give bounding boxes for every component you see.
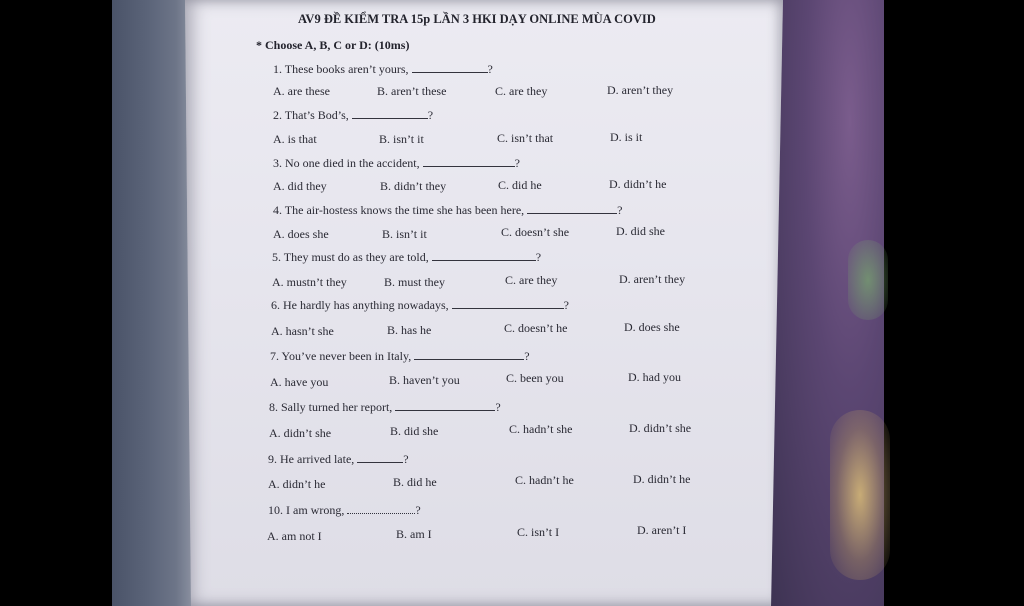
answer-blank xyxy=(452,298,564,309)
question-1 xyxy=(273,62,493,77)
option-d: D. didn’t she xyxy=(629,421,692,435)
light-spot xyxy=(848,240,888,320)
option-b: B. aren’t these xyxy=(377,84,447,98)
option-a: A. is that xyxy=(273,132,317,146)
question-mark: ? xyxy=(495,400,501,414)
question-9 xyxy=(268,452,409,467)
question-mark: ? xyxy=(403,452,409,466)
option-b: B. haven’t you xyxy=(389,373,460,387)
question-4 xyxy=(273,203,622,218)
option-d: D. did she xyxy=(616,224,665,238)
question-stem: 5. They must do as they are told, xyxy=(272,250,429,264)
answer-blank xyxy=(395,400,495,411)
background-cloth-right xyxy=(770,0,884,606)
question-mark: ? xyxy=(563,298,569,312)
answer-blank xyxy=(432,250,536,261)
question-6 xyxy=(271,298,569,313)
question-mark: ? xyxy=(427,108,434,122)
question-5 xyxy=(272,250,541,265)
answer-blank xyxy=(423,156,515,167)
option-a: A. does she xyxy=(273,227,329,241)
answer-blank xyxy=(414,349,524,360)
option-d: D. had you xyxy=(628,370,681,384)
answer-blank xyxy=(412,62,488,73)
option-a: A. have you xyxy=(270,375,329,389)
option-b: B. isn’t it xyxy=(379,132,424,146)
option-c: C. did he xyxy=(498,178,542,192)
option-d: D. does she xyxy=(624,320,680,334)
option-b: B. did she xyxy=(390,424,439,438)
option-c: C. been you xyxy=(506,371,564,385)
option-a: A. did they xyxy=(273,179,327,193)
option-b: B. didn’t they xyxy=(380,179,447,193)
question-mark: ? xyxy=(535,250,542,264)
option-a: A. didn’t she xyxy=(269,426,332,440)
option-d: D. aren’t they xyxy=(607,83,674,97)
option-c: C. hadn’t he xyxy=(515,473,574,487)
option-d: D. didn’t he xyxy=(609,177,667,191)
option-c: C. hadn’t she xyxy=(509,422,573,436)
question-2 xyxy=(273,108,433,123)
question-stem: 2. That’s Bod’s, xyxy=(273,108,349,122)
option-c: C. isn’t that xyxy=(497,131,554,145)
question-mark: ? xyxy=(487,62,493,76)
question-mark: ? xyxy=(514,156,520,170)
option-a: A. hasn’t she xyxy=(271,324,334,338)
option-a: A. am not I xyxy=(267,529,322,543)
option-c: C. doesn’t he xyxy=(504,321,568,335)
instruction-text: * Choose A, B, C or D: (10ms) xyxy=(256,38,410,52)
question-mark: ? xyxy=(524,349,530,363)
option-c: C. doesn’t she xyxy=(501,225,570,239)
option-b: B. must they xyxy=(384,275,446,289)
question-stem: 9. He arrived late, xyxy=(268,452,355,466)
light-glare xyxy=(830,410,890,580)
answer-blank xyxy=(527,203,617,214)
option-d: D. aren’t they xyxy=(619,272,686,286)
option-b: B. did he xyxy=(393,475,437,489)
question-stem: 8. Sally turned her report, xyxy=(269,400,393,414)
question-stem: 6. He hardly has anything nowadays, xyxy=(271,298,449,312)
option-d: D. aren’t I xyxy=(637,523,687,537)
question-mark: ? xyxy=(617,203,623,217)
question-stem: 7. You’ve never been in Italy, xyxy=(270,349,412,363)
option-c: C. isn’t I xyxy=(517,525,560,539)
option-a: A. mustn’t they xyxy=(272,275,347,289)
answer-blank xyxy=(357,452,403,463)
option-a: A. didn’t he xyxy=(268,477,326,491)
option-b: B. am I xyxy=(396,527,432,541)
option-a: A. are these xyxy=(273,84,330,98)
option-b: B. has he xyxy=(387,323,432,337)
answer-blank xyxy=(347,503,415,514)
option-d: D. didn’t he xyxy=(633,472,691,486)
option-c: C. are they xyxy=(495,84,548,98)
question-10 xyxy=(268,503,421,518)
question-mark: ? xyxy=(415,503,421,517)
question-stem: 1. These books aren’t yours, xyxy=(273,62,409,76)
option-b: B. isn’t it xyxy=(382,227,427,241)
question-7 xyxy=(270,349,530,364)
question-stem: 4. The air-hostess knows the time she has been here, xyxy=(273,203,525,217)
question-stem: 10. I am wrong, xyxy=(268,503,345,517)
question-8 xyxy=(269,400,501,415)
question-3 xyxy=(273,156,520,171)
option-d: D. is it xyxy=(610,130,643,144)
option-c: C. are they xyxy=(505,273,558,287)
question-stem: 3. No one died in the accident, xyxy=(273,156,420,170)
background-cloth-left xyxy=(112,0,192,606)
worksheet-title: AV9 ĐỀ KIỂM TRA 15p LẦN 3 HKI DẠY ONLINE MÙA COVID xyxy=(298,12,656,26)
answer-blank xyxy=(352,108,428,119)
